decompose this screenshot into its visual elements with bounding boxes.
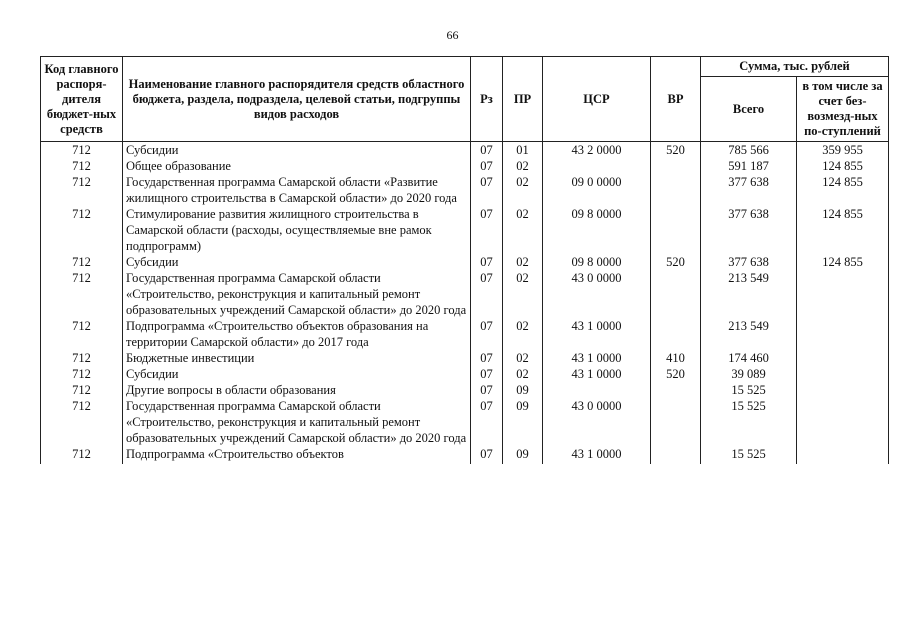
cell-pr: 02 [503,366,543,382]
cell-pr: 09 [503,398,543,446]
header-vr: ВР [651,57,701,142]
cell-name: Бюджетные инвестиции [123,350,471,366]
cell-free [797,446,889,464]
cell-free [797,398,889,446]
cell-free: 124 855 [797,254,889,270]
cell-free [797,350,889,366]
cell-code: 712 [41,142,123,159]
cell-vr: 520 [651,142,701,159]
header-csr: ЦСР [543,57,651,142]
cell-total: 174 460 [701,350,797,366]
cell-total: 15 525 [701,446,797,464]
table-row [41,398,889,446]
cell-total: 377 638 [701,206,797,254]
cell-csr: 43 1 0000 [543,318,651,350]
cell-code: 712 [41,270,123,318]
table-body [41,142,889,465]
header-rz: Рз [471,57,503,142]
cell-vr [651,318,701,350]
table-row [41,158,889,174]
cell-code: 712 [41,254,123,270]
header-sum: Сумма, тыс. рублей [701,57,889,77]
cell-name: Стимулирование развития жилищного строительства в Самарской области (расходы, осуществляемые вне рамок подпрограмм) [123,206,471,254]
header-free: в том числе за счет без-возмезд-ных по-ступлений [797,77,889,142]
cell-rz: 07 [471,158,503,174]
cell-code: 712 [41,206,123,254]
table-header [41,57,889,142]
cell-vr [651,206,701,254]
table-row [41,350,889,366]
cell-name: Государственная программа Самарской области «Развитие жилищного строительства в Самарской области» до 2020 года [123,174,471,206]
cell-csr: 43 2 0000 [543,142,651,159]
cell-pr: 02 [503,254,543,270]
cell-rz: 07 [471,446,503,464]
header-total: Всего [701,77,797,142]
cell-vr [651,158,701,174]
cell-csr [543,382,651,398]
cell-vr [651,270,701,318]
cell-name: Подпрограмма «Строительство объектов [123,446,471,464]
cell-total: 213 549 [701,270,797,318]
header-name: Наименование главного распорядителя средств областного бюджета, раздела, подраздела, целевой статьи, подгруппы видов расходов [123,57,471,142]
cell-rz: 07 [471,398,503,446]
cell-code: 712 [41,158,123,174]
cell-pr: 01 [503,142,543,159]
cell-free: 359 955 [797,142,889,159]
cell-csr: 09 8 0000 [543,206,651,254]
cell-code: 712 [41,382,123,398]
cell-pr: 02 [503,158,543,174]
cell-total: 15 525 [701,382,797,398]
table-row [41,382,889,398]
cell-vr [651,382,701,398]
cell-pr: 02 [503,174,543,206]
cell-name: Субсидии [123,366,471,382]
cell-total: 377 638 [701,174,797,206]
table-row [41,318,889,350]
cell-free [797,382,889,398]
cell-total: 15 525 [701,398,797,446]
table-row [41,142,889,159]
cell-name: Государственная программа Самарской области «Строительство, реконструкция и капитальный ремонт образовательных учреждений Самарской области» до 2020 года [123,398,471,446]
cell-csr [543,158,651,174]
cell-code: 712 [41,398,123,446]
cell-name: Подпрограмма «Строительство объектов образования на территории Самарской области» до 2017 года [123,318,471,350]
cell-pr: 02 [503,270,543,318]
table-row [41,254,889,270]
cell-vr [651,398,701,446]
cell-rz: 07 [471,382,503,398]
budget-table [40,56,889,464]
cell-csr: 43 1 0000 [543,446,651,464]
cell-name: Другие вопросы в области образования [123,382,471,398]
table-row [41,206,889,254]
cell-csr: 43 1 0000 [543,350,651,366]
cell-code: 712 [41,174,123,206]
cell-pr: 02 [503,350,543,366]
cell-code: 712 [41,350,123,366]
cell-code: 712 [41,366,123,382]
table-row [41,366,889,382]
cell-code: 712 [41,446,123,464]
cell-rz: 07 [471,270,503,318]
cell-rz: 07 [471,142,503,159]
cell-free [797,366,889,382]
cell-total: 39 089 [701,366,797,382]
cell-pr: 02 [503,206,543,254]
cell-code: 712 [41,318,123,350]
table-row [41,174,889,206]
cell-csr: 09 8 0000 [543,254,651,270]
cell-rz: 07 [471,206,503,254]
cell-name: Государственная программа Самарской области «Строительство, реконструкция и капитальный ремонт образовательных учреждений Самарской области» до 2020 года [123,270,471,318]
cell-pr: 09 [503,382,543,398]
cell-rz: 07 [471,254,503,270]
header-pr: ПР [503,57,543,142]
table-row [41,270,889,318]
table-row [41,446,889,464]
cell-rz: 07 [471,366,503,382]
cell-name: Субсидии [123,142,471,159]
cell-free [797,318,889,350]
cell-pr: 09 [503,446,543,464]
cell-total: 213 549 [701,318,797,350]
cell-csr: 43 1 0000 [543,366,651,382]
header-code: Код главного распоря-дителя бюджет-ных средств [41,57,123,142]
cell-rz: 07 [471,350,503,366]
cell-free [797,270,889,318]
cell-name: Общее образование [123,158,471,174]
cell-vr: 410 [651,350,701,366]
cell-vr: 520 [651,254,701,270]
cell-rz: 07 [471,318,503,350]
page-number: 66 [446,28,459,42]
cell-total: 377 638 [701,254,797,270]
cell-free: 124 855 [797,174,889,206]
cell-vr: 520 [651,366,701,382]
cell-free: 124 855 [797,206,889,254]
cell-csr: 09 0 0000 [543,174,651,206]
cell-vr [651,446,701,464]
cell-csr: 43 0 0000 [543,270,651,318]
cell-pr: 02 [503,318,543,350]
cell-rz: 07 [471,174,503,206]
cell-total: 785 566 [701,142,797,159]
cell-name: Субсидии [123,254,471,270]
cell-csr: 43 0 0000 [543,398,651,446]
cell-total: 591 187 [701,158,797,174]
cell-free: 124 855 [797,158,889,174]
cell-vr [651,174,701,206]
